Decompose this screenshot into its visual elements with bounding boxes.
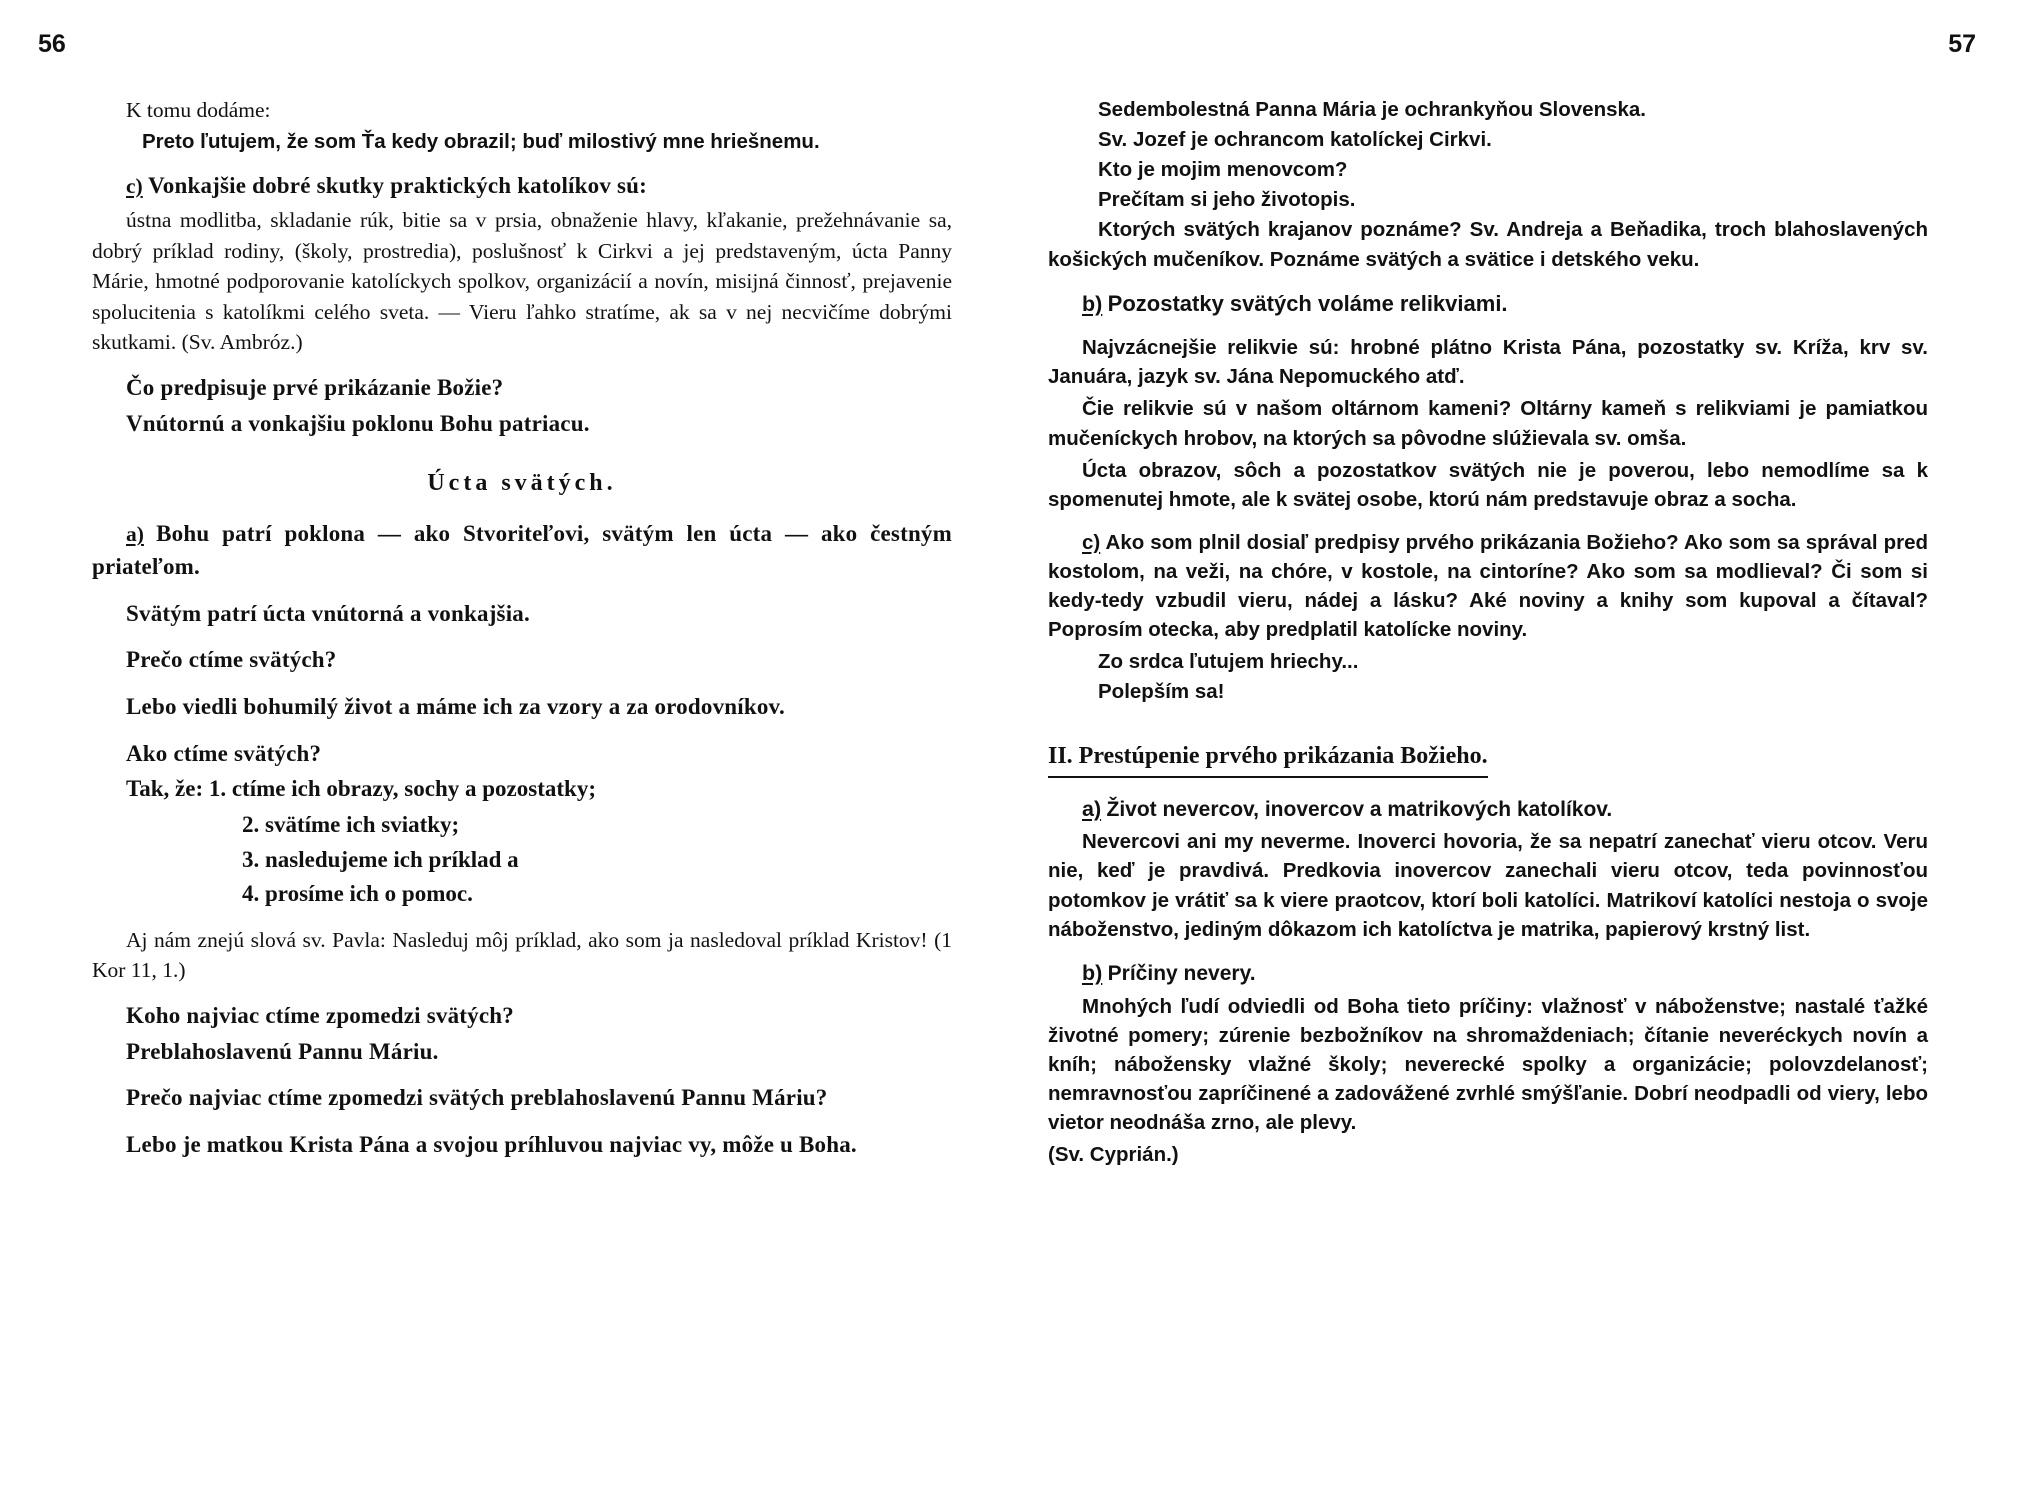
left-column [92, 95, 952, 1172]
paragraph-mnohych-ludi: Mnohých ľudí odviedli od Boha tieto príčiny: vlažnosť v náboženstve; nastalé ťažké životné pomery; zúrenie bezbožníkov na shromaždeniach; čítanie neveréckych novín a kníh; nábožensky vlažné školy; neverecké spolky a organizácie; polovzdelanosť; nemravnosťou zapríčinené a zadovážené zvrhlé smýšľanie. Dobrí neodpadli od viery, lebo vietor neodnáša zrno, ale plevy. [1048, 994, 1928, 1135]
page-number-left: 56 [38, 30, 66, 58]
paragraph-sv-pavol: Aj nám znejú slová sv. Pavla: Nasleduj môj príklad, ako som ja nasledoval príklad Kristov! (1 Kor 11, 1.) [92, 927, 952, 983]
heading-b-priciny-nevery [1048, 958, 1928, 989]
paragraph-c-text: Ako som plnil dosiaľ predpisy prvého prikázania Božieho? Ako som sa správal pred kostolom, na veži, na chóre, v kostole, na cintoríne? Ako som sa modlieval? Či som si kedy-tedy vzbudil vieru, nádej a lásku? Aké noviny a knihy som kupoval a čítaval? Poprosím otecka, aby predplatil katolícke noviny. [1048, 530, 1928, 642]
heading-a-right-text: Život nevercov, inovercov a matrikových katolíkov. [1106, 797, 1613, 821]
list-item: 4. prosíme ich o pomoc. [242, 881, 473, 907]
heading-a-bohu-patri [92, 518, 952, 583]
two-column-layout [0, 95, 2018, 1172]
heading-ucta-svatych: Úcta svätých. [427, 470, 617, 497]
paragraph-nevercovi: Nevercovi ani my neverme. Inoverci hovoria, že sa nepatrí zanechať vieru otcov. Veru nie, keď je pravdivá. Predkovia inovercov zanechali vieru otcov, teda povinnosťou potomkov je vrátiť sa k viere praotcov, ktorí boli katolíci. Matrikoví katolíci nestoja o svoje náboženstvo, jediným dôkazom ich katolíctva je matrika, papierový krstný list. [1048, 830, 1928, 941]
paragraph-najvzacnejsie: Najvzácnejšie relikvie sú: hrobné plátno Krista Pána, pozostatky sv. Kríža, krv sv. Januára, jazyk sv. Jána Nepomuckého atď. [1048, 336, 1928, 389]
paragraph-kto-menovcom: Kto je mojim menovcom? [1098, 158, 1348, 182]
answer-svatym-patri: Svätým patrí úcta vnútorná a vonkajšia. [126, 600, 530, 626]
heading-a-zivot-nevercov [1048, 794, 1928, 825]
paragraph-ktorych-krajanov: Ktorých svätých krajanov poznáme? Sv. Andreja a Beňadika, troch blahoslavených košických mučeníkov. Poznáme svätých a svätice i detského veku. [1048, 218, 1928, 271]
paragraph-ucta-obrazov: Úcta obrazov, sôch a pozostatkov svätých nie je poverou, lebo nemodlíme sa k spomenutej hmote, ale k svätej osobe, ktorú nám predstavuje obraz a socha. [1048, 458, 1928, 511]
paragraph-preto-lutujem: Preto ľutujem, že som Ťa kedy obrazil; buď milostivý mne hriešnemu. [142, 129, 820, 153]
answer-lebo-je-matkou: Lebo je matkou Krista Pána a svojou príhluvou najviac vy, môže u Boha. [126, 1131, 857, 1157]
answer-preblahoslavenu: Preblahoslavenú Pannu Máriu. [126, 1038, 439, 1064]
question-ako-ctime: Ako ctíme svätých? [126, 740, 322, 766]
list-item: 3. nasledujeme ich príklad a [242, 846, 519, 872]
heading-b-pozostatky [1048, 288, 1928, 320]
paragraph-source-cyprian: (Sv. Cyprián.) [1048, 1143, 1179, 1167]
label-c: c) [126, 173, 143, 198]
heading-a-text: Bohu patrí poklona — ako Stvoriteľovi, svätým len úcta — ako čestným priateľom. [92, 521, 952, 579]
page-number-right: 57 [1948, 30, 1976, 58]
heading-c-vonkajsie [92, 170, 952, 203]
paragraph-c-body: ústna modlitba, skladanie rúk, bitie sa v prsia, obnaženie hlavy, kľakanie, prežehnávanie sa, dobrý príklad rodiny, (školy, prostredia), poslušnosť k Cirkvi a jej predstaveným, úcta Panny Márie, hmotné podporovanie katolíckych spolkov, organizácií a novín, misijná činnosť, prejavenie spolucitenia s katolíkmi celého sveta. — Vieru ľahko stratíme, ak sa v nej necvičíme dobrými skutkami. (Sv. Ambróz.) [92, 208, 952, 355]
paragraph-zo-srdca: Zo srdca ľutujem hriechy... [1098, 650, 1359, 674]
list-intro-tak-ze: Tak, že: 1. ctíme ich obrazy, sochy a pozostatky; [126, 776, 596, 802]
question-co-predpisuje: Čo predpisuje prvé prikázanie Božie? [126, 374, 504, 400]
question-preco-ctime: Prečo ctíme svätých? [126, 647, 337, 673]
heading-b-text: Pozostatky svätých voláme relikviami. [1107, 290, 1508, 316]
label-c-right: c) [1082, 530, 1101, 554]
label-b2: b) [1082, 960, 1103, 985]
heading-c-text: Vonkajšie dobré skutky praktických katolíkov sú: [148, 172, 647, 198]
answer-vnutornu: Vnútornú a vonkajšiu poklonu Bohu patriacu. [126, 410, 590, 436]
numbered-list [92, 809, 952, 911]
heading-b2-text: Príčiny nevery. [1107, 961, 1256, 985]
question-preco-najviac: Prečo najviac ctíme zpomedzi svätých preblahoslavenú Pannu Máriu? [126, 1085, 828, 1111]
paragraph-k-tomu: K tomu dodáme: [126, 98, 271, 122]
paragraph-c-ako-som-plnil [1048, 528, 1928, 644]
section-heading-ii: II. Prestúpenie prvého prikázania Božieho. [1048, 739, 1488, 777]
paragraph-cie-relikvie: Čie relikvie sú v našom oltárnom kameni? Oltárny kameň s relikviami je pamiatkou mučeníckych hrobov, na ktorých sa pôvodne slúžievala sv. omša. [1048, 397, 1928, 450]
label-a-right: a) [1082, 796, 1102, 821]
label-a: a) [126, 522, 144, 547]
label-b: b) [1082, 291, 1103, 316]
paragraph-sedembolestna: Sedembolestná Panna Mária je ochrankyňou Slovenska. [1098, 98, 1646, 121]
answer-lebo-viedli: Lebo viedli bohumilý život a máme ich za vzory a za orodovníkov. [126, 693, 785, 719]
paragraph-polepsim-sa: Polepším sa! [1098, 680, 1225, 704]
list-item: 2. svätíme ich sviatky; [242, 811, 460, 837]
paragraph-precitam-zivotopis: Prečítam si jeho životopis. [1098, 188, 1356, 212]
question-koho-najviac: Koho najviac ctíme zpomedzi svätých? [126, 1002, 514, 1028]
paragraph-sv-jozef: Sv. Jozef je ochrancom katolíckej Cirkvi. [1098, 128, 1492, 152]
right-column [1048, 95, 1928, 1172]
